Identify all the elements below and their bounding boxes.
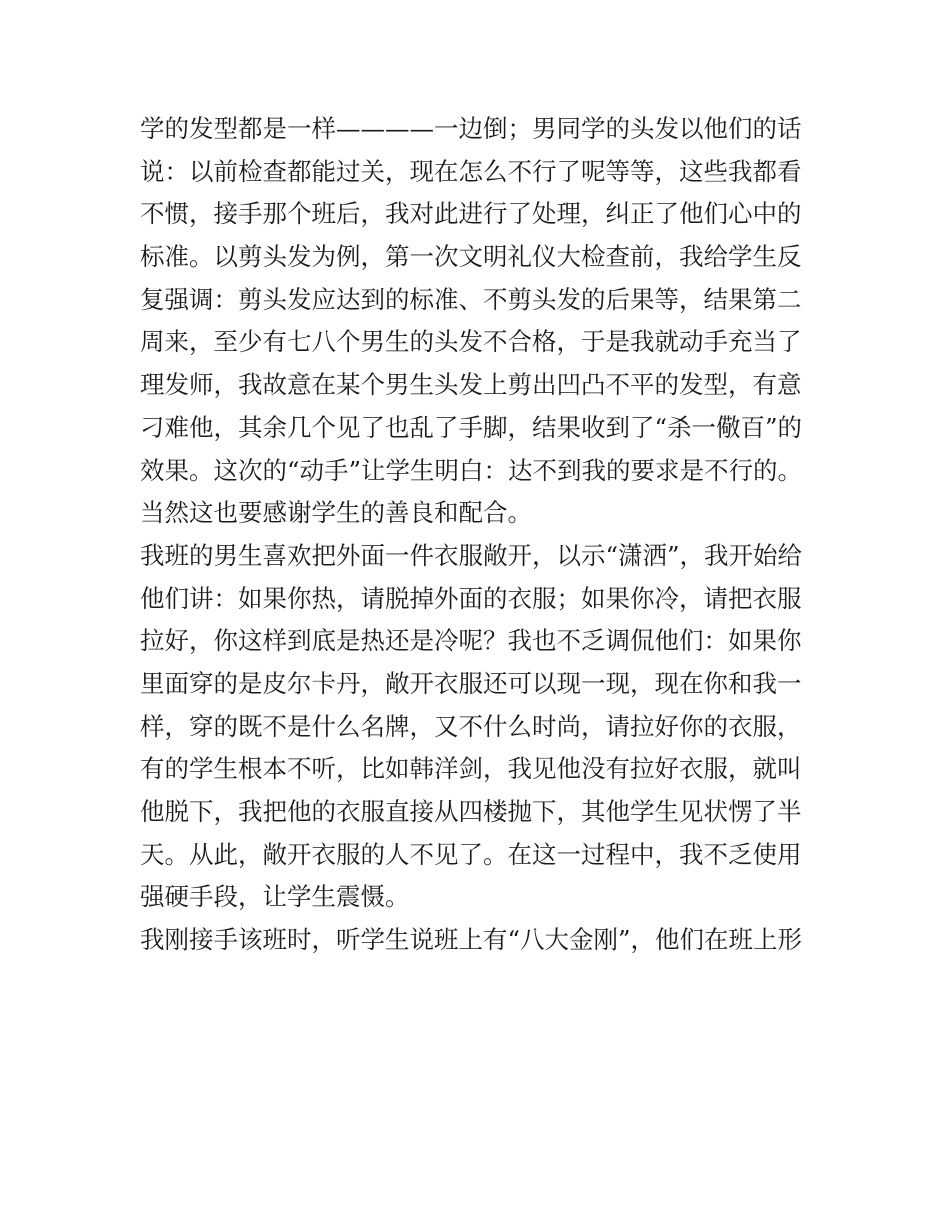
text-line: 当然这也要感谢学生的善良和配合。 [140,498,532,528]
text-line: 效果。这次的“动手”让学生明白：达不到我的要求是不行的。 [140,455,803,485]
text-line: 我刚接手该班时，听学生说班上有“八大金刚”，他们在班上形 [140,925,803,955]
body-text [140,108,820,962]
text-line: 强硬手段，让学生震慑。 [140,882,410,912]
text-line: 我班的男生喜欢把外面一件衣服敞开，以示“潇洒”，我开始给 [140,540,803,570]
text-line: 周来，至少有七八个男生的头发不合格，于是我就动手充当了 [140,327,802,357]
text-line: 刁难他，其余几个见了也乱了手脚，结果收到了“杀一儆百”的 [140,412,803,442]
text-line: 不惯，接手那个班后，我对此进行了处理，纠正了他们心中的 [140,199,802,229]
text-line: 复强调：剪头发应达到的标准、不剪头发的后果等，结果第二 [140,284,802,314]
text-line: 说：以前检查都能过关，现在怎么不行了呢等等，这些我都看 [140,156,802,186]
text-line: 他脱下，我把他的衣服直接从四楼抛下，其他学生见状愣了半 [140,797,802,826]
text-line: 标准。以剪头发为例，第一次文明礼仪大检查前，我给学生反 [140,242,802,272]
text-line: 他们讲：如果你热，请脱掉外面的衣服；如果你冷，请把衣服 [140,583,802,613]
text-line: 理发师，我故意在某个男生头发上剪出凹凸不平的发型，有意 [140,370,802,400]
text-line: 里面穿的是皮尔卡丹，敞开衣服还可以现一现，现在你和我一 [140,668,802,698]
text-line: 学的发型都是一样————一边倒；男同学的头发以他们的话 [140,114,802,143]
text-line: 样，穿的既不是什么名牌，又不什么时尚，请拉好你的衣服， [140,711,802,741]
text-line: 拉好，你这样到底是热还是冷呢？我也不乏调侃他们：如果你 [140,626,802,656]
text-line: 有的学生根本不听，比如韩洋剑，我见他没有拉好衣服，就叫 [140,754,802,784]
text-line: 天。从此，敞开衣服的人不见了。在这一过程中，我不乏使用 [140,839,802,869]
